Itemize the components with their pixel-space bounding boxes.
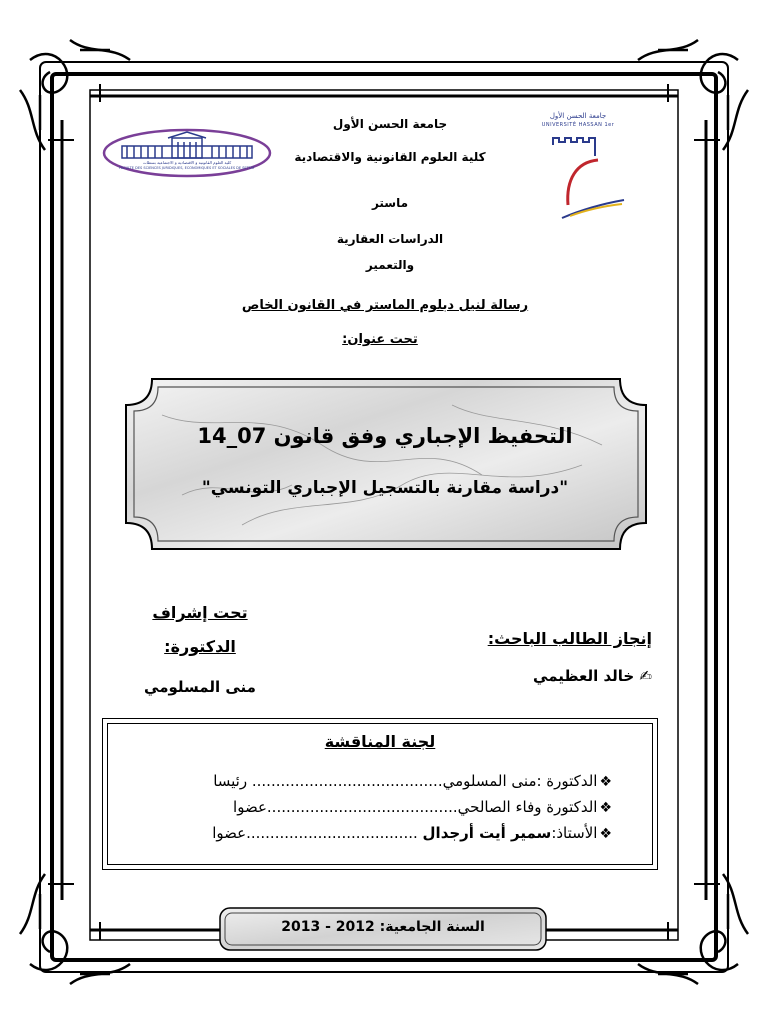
university-name: جامعة الحسن الأول [332,117,448,131]
author-name: خالد العظيمي [533,667,635,685]
faculty-logo-caption: كلية العلوم القانونية و الاقتصادية و الاجتماعية بسطات [142,160,232,165]
thesis-title: التحفيظ الإجباري وفق قانون 07_14 [197,424,573,448]
supervisor-name: منى المسلومي [144,678,256,696]
writing-hand-icon: ✍ [639,667,652,685]
faculty-name: كلية العلوم القانونية والاقتصادية [294,150,486,164]
academic-year: السنة الجامعية: 2012 - 2013 [281,919,485,935]
member-name: وفاء الصالحي [457,798,542,816]
committee-box [102,718,658,870]
committee-heading: لجنة المناقشة [324,732,436,751]
academic-year-box [218,906,548,952]
author-line [480,667,652,685]
member-role: عضوا [212,824,247,842]
program-line-1: الدراسات العقارية [336,232,444,246]
supervisor-label: تحت إشراف [152,603,248,622]
university-logo-arabic: جامعة الحسن الأول [549,112,607,120]
member-prefix: الدكتورة : [536,772,598,790]
member-prefix: الأستاذ: [551,824,598,842]
member-dots: ........................................ [251,772,443,790]
thesis-subtitle: "دراسة مقارنة بالتسجيل الإجباري التونسي" [201,478,569,498]
member-dots: .................................... [246,824,418,842]
under-title-label: تحت عنوان: [342,332,418,347]
supervisor-title: الدكتورة: [164,637,236,656]
member-prefix: الدكتورة [541,798,598,816]
committee-member [152,824,612,842]
diamond-bullet-icon: ❖ [599,826,612,842]
faculty-logo-caption-fr: FACULTE DES SCIENCES JURIDIQUES, ECONOMIQUES ET SOCIALES DE SETTAT [119,166,255,170]
committee-member [152,772,612,790]
member-name: سمير أيت أرجدال [422,824,552,842]
thesis-purpose: رسالة لنيل دبلوم الماستر في القانون الخاص [241,298,529,313]
diamond-bullet-icon: ❖ [599,800,612,816]
member-role: رئيسا [213,772,248,790]
program-line-2: والتعمير [365,258,415,272]
degree-name: ماستر [371,196,409,210]
university-logo-french: UNIVERSITÉ HASSAN 1er [541,122,615,128]
title-plaque [122,375,650,553]
diamond-bullet-icon: ❖ [599,774,612,790]
author-label: إنجاز الطالب الباحث: [487,629,652,648]
committee-member [152,798,612,816]
member-role: عضوا [233,798,267,816]
university-logo [526,112,630,222]
member-name: منى المسلومي [442,772,537,790]
member-dots: ........................................ [266,798,458,816]
faculty-logo [102,128,272,178]
